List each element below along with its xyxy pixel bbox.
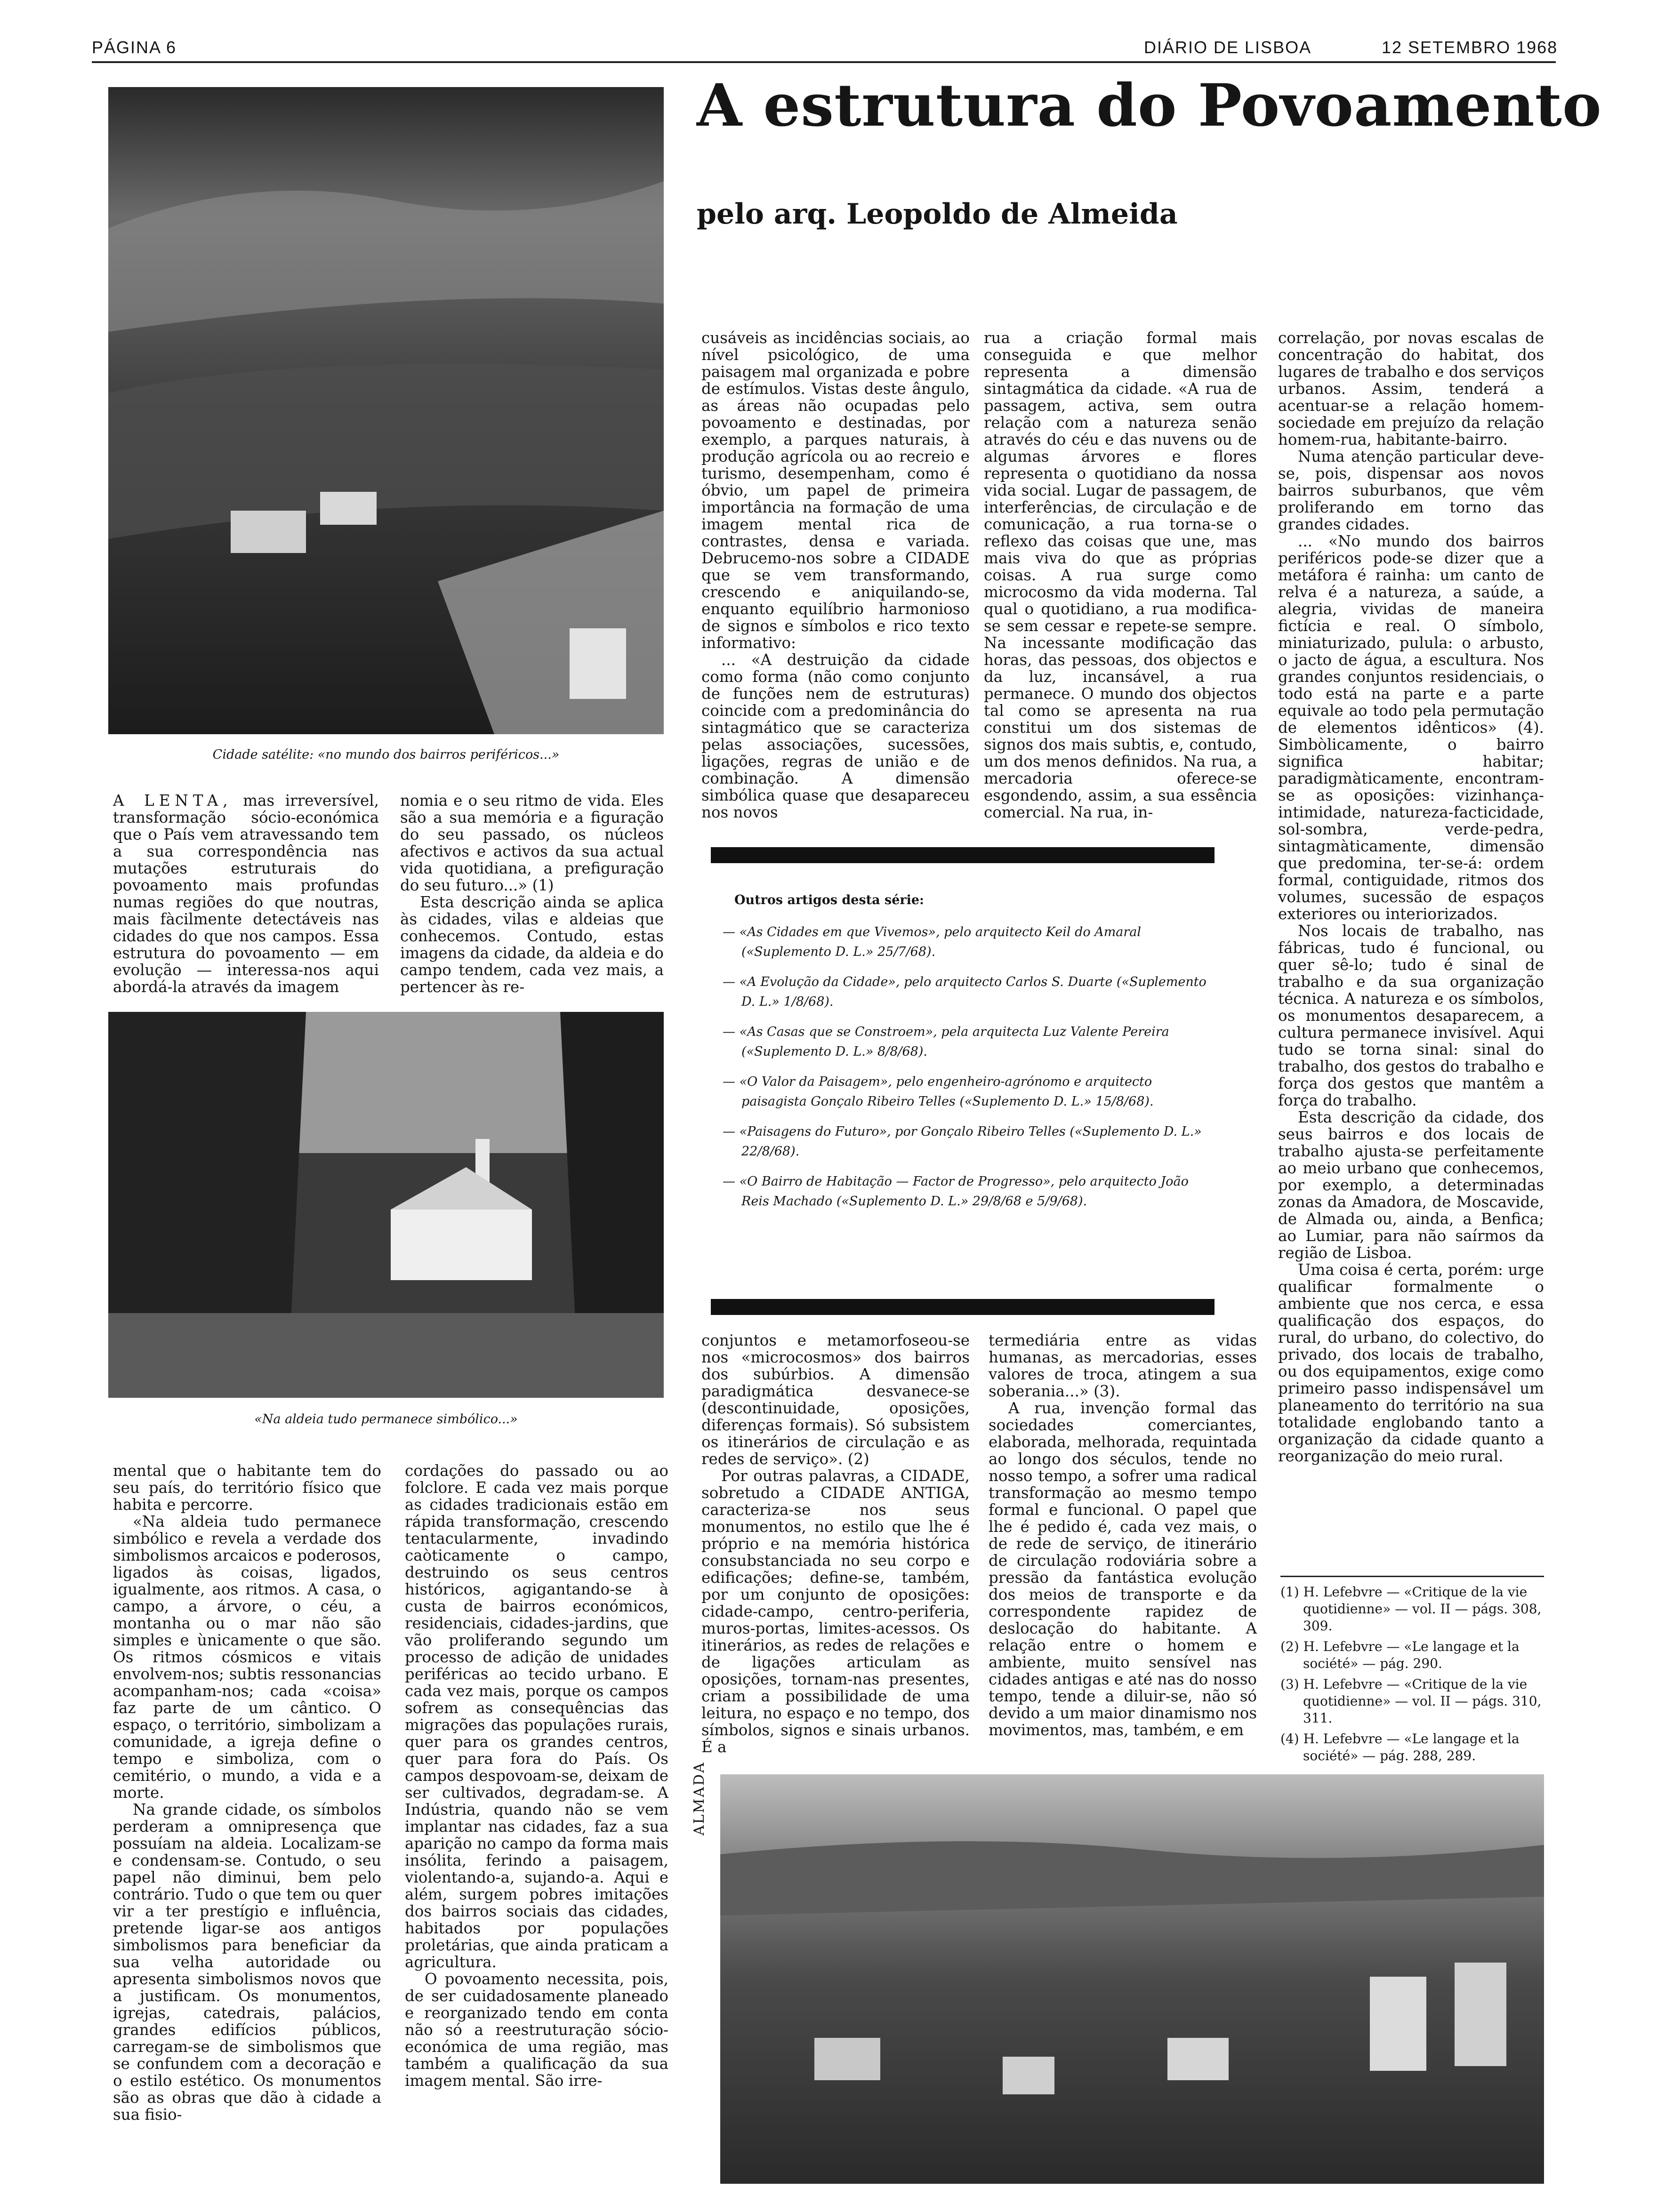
series-item: — «A Evolução da Cidade», pelo arquitecto Carlos S. Duarte («Suplemento D. L.» 1/8/68). <box>723 975 1207 1009</box>
caption-village: «Na aldeia tudo permanece simbólico...» <box>254 1412 518 1427</box>
footnote: (1) H. Lefebvre — «Critique de la vie quotidienne» — vol. II — págs. 308, 309. <box>1280 1584 1542 1634</box>
paragraph: cusáveis as incidências sociais, ao nível psicológico, de uma paisagem mal organizada e pobre de estímulos. Vistas deste ângulo, as áreas não ocupadas pelo povoamento e destinadas, por exemplo, a parques naturais, à produção agrícola ou ao recreio e turismo, desempenham, como é óbvio, um papel de primeira importância na formação de uma imagem mental rica de contrastes, densa e variada. Debrucemo-nos sobre a CIDADE que se vem transformando, crescendo e aniquilando-se, enquanto equilíbrio harmonioso de signos e símbolos e rico texto informativo: <box>701 329 970 652</box>
footnote: (3) H. Lefebvre — «Critique de la vie quotidienne» — vol. II — págs. 310, 311. <box>1280 1676 1542 1726</box>
paragraph: Uma coisa é certa, porém: urge qualificar formalmente o ambiente que nos cerca, e essa qualificação dos espaços, do rural, do urbano, do colectivo, do privado, dos locais de trabalho, ou dos equipamentos, exige como primeiro passo indispensável um planeamento do território na sua totalidade englobando tanto a organização da cidade quanto a reorganização do meio rural. <box>1278 1261 1544 1465</box>
article-byline: pelo arq. Leopoldo de Almeida <box>697 198 1178 231</box>
page-number: PÁGINA 6 <box>92 38 177 57</box>
photo-almada <box>720 1774 1544 2184</box>
paragraph: ... «No mundo dos bairros periféricos pode-se dizer que a metáfora é rainha: um canto de relva é a natureza, a saúde, a alegria, vividas de maneira fictícia e real. O símbolo, miniaturizado, pulula: o arbusto, o jacto de água, a escultura. Nos grandes conjuntos residenciais, o todo está na parte e a parte equivale ao todo pela permutação de elementos idênticos» (4). Simbòlicamente, o bairro significa habitar; paradigmàticamente, encontram-se as oposições: vizinhança-intimidade, natureza-facticidade, sol-sombra, verde-pedra, sintagmàticamente, dimensão que predomina, ter-se-á: ordem formal, contiguidade, ritmos dos volumes, sucessão de espaços exteriores ou interiorizados. <box>1278 532 1544 923</box>
series-top-bar <box>711 847 1215 863</box>
paragraph: termediária entre as vidas humanas, as mercadorias, esses valores de troca, atingem a sua soberania...» (3). <box>989 1331 1257 1400</box>
photo-satellite-city <box>108 87 664 734</box>
paragraph: Nos locais de trabalho, nas fábricas, tudo é funcional, ou quer sê-lo; tudo é sinal de trabalho e da sua organização técnica. A natureza e os símbolos, os monumentos desaparecem, a cultura permanece invisível. Aqui tudo se torna sinal: sinal do trabalho, dos gestos do trabalho e força dos gestos que mantêm a força do trabalho. <box>1278 922 1544 1109</box>
series-item: — «O Bairro de Habitação — Factor de Progresso», pelo arquitecto João Reis Machado («Suplemento D. L.» 29/8/68 e 5/9/68). <box>723 1174 1189 1209</box>
drop-lead: A LENTA, <box>113 792 233 809</box>
series-heading: Outros artigos desta série: <box>734 893 925 907</box>
paragraph: Na grande cidade, os símbolos perderam a omnipresença que possuíam na aldeia. Localizam-se e condensam-se. Contudo, o seu papel não diminui, bem pelo contrário. Tudo o que tem ou quer vir a ter prestígio e influência, pretende ligar-se aos antigos simbolismos para beneficiar da sua velha autoridade ou apresenta simbolismos novos que a justificam. Os monumentos, igrejas, catedrais, palácios, grandes edifícios públicos, carregam-se de simbolismos que se confundem com a decoração e o estilo estético. Os monumentos são as obras que dão à cidade a sua fisio- <box>113 1801 381 2124</box>
column-right <box>1278 329 1544 1465</box>
paragraph: Esta descrição da cidade, dos seus bairros e dos locais de trabalho ajusta-se perfeitamente ao meio urbano que conhecemos, por exemplo, a determinadas zonas da Amadora, de Moscavide, de Almada ou, ainda, a Benfica; ao Lumiar, para não saírmos da região de Lisboa. <box>1278 1108 1544 1262</box>
paragraph: Numa atenção particular deve-se, pois, dispensar aos novos bairros suburbanos, que vêm proliferando em torno das grandes cidades. <box>1278 448 1544 533</box>
paragraph: ... «A destruição da cidade como forma (não como conjunto de funções nem de estruturas) coincide com a predominância do sintagmático que se caracteriza pelas associações, sucessões, ligações, regras de união e de combinação. A dimensão simbólica quase que desapareceu nos novos <box>701 651 970 821</box>
series-item: — «As Casas que se Constroem», pela arquitecta Luz Valente Pereira («Suplemento D. L.» 8/8/68). <box>723 1025 1169 1059</box>
series-item: — «O Valor da Paisagem», pelo engenheiro-agrónomo e arquitecto paisagista Gonçalo Ribeiro Telles («Suplemento D. L.» 15/8/68). <box>723 1074 1154 1109</box>
paragraph: cordações do passado ou ao folclore. E cada vez mais porque as cidades tradicionais estão em rápida transformação, crescendo tentacularmente, invadindo caòticamente o campo, destruindo os seus centros históricos, agigantando-se à custa de bairros económicos, residenciais, cidades-jardins, que vão proliferando segundo um processo de adição de unidades periféricas ao tecido urbano. E cada vez mais, porque os campos sofrem as consequências das migrações das populações rurais, quer para os grandes centros, quer para fora do País. Os campos despovoam-se, deixam de ser cultivados, degradam-se. A Indústria, quando não se vem implantar nas cidades, faz a sua aparição no campo da forma mais insólita, ferindo a paisagem, violentando-a, sujando-a. Aqui e além, surgem pobres imitações dos bairros sociais das cidades, habitados por populações proletárias, que ainda praticam a agricultura. <box>405 1462 668 1971</box>
column-village-text <box>113 1462 381 2123</box>
series-list <box>723 922 1217 1222</box>
paragraph: rua a criação formal mais conseguida e que melhor representa a dimensão sintagmática da cidade. «A rua de passagem, activa, sem outra relação com a natureza senão através do céu e das nuvens ou de algumas árvores e flores representa o quotidiano da nossa vida social. Lugar de passagem, de interferências, de circulação e de comunicação, a rua torna-se o reflexo das coisas que une, mas mais viva do que as próprias coisas. A rua surge como microcosmo da vida moderna. Tal qual o quotidiano, a rua modifica-se sem cessar e repete-se sempre. Na incessante modificação das horas, das pessoas, dos objectos e da luz, incansável, a rua permanece. O mundo dos objectos tal como se apresenta na rua constitui um dos sistemas de signos dos mais subtis, e, contudo, um dos menos definidos. Na rua, a mercadoria oferece-se esgondendo, assim, a sua essência comercial. Na rua, in- <box>984 329 1257 821</box>
paragraph: «Na aldeia tudo permanece simbólico e revela a verdade dos simbolismos arcaicos e poderosos, ligados às coisas, ligados, igualmente, aos ritmos. A casa, o campo, a árvore, o céu, a montanha ou o mar não são simples e ùnicamente o que são. Os ritmos cósmicos e vitais envolvem-nos; subtis ressonancias acompanham-nos; cada «coisa» faz parte de um cântico. O espaço, o território, simbolizam a comunidade, a igreja define o tempo e simboliza, com o cemitério, o mundo, a vida e a morte. <box>113 1513 381 1802</box>
footnote: (4) H. Lefebvre — «Le langage et la société» — pág. 288, 289. <box>1280 1731 1520 1763</box>
column-intro-left <box>113 792 379 995</box>
newspaper-name: DIÁRIO DE LISBOA <box>1144 38 1312 57</box>
header-rule <box>92 61 1556 63</box>
issue-date: 12 SETEMBRO 1968 <box>1382 38 1558 57</box>
caption-satellite-city: Cidade satélite: «no mundo dos bairros periféricos...» <box>212 747 560 762</box>
paragraph: A rua, invenção formal das sociedades comerciantes, elaborada, melhorada, requintada ao longo dos séculos, tende no nosso tempo, a sofrer uma radical transformação ao mesmo tempo formal e funcional. O papel que lhe é pedido é, cada vez mais, o de rede de serviço, de itinerário de circulação rodoviária sobre a pressão da fantástica evolução dos meios de transporte e da correspondente rapidez de deslocação do habitante. A relação entre o homem e ambiente, muito sensível nas cidades antigas e até nas do nosso tempo, tende a diluir-se, não só devido a um maior dinamismo nos movimentos, mas, também, e em <box>989 1399 1257 1739</box>
almada-label: ALMADA <box>691 1761 708 1835</box>
series-item: — «As Cidades em que Vivemos», pelo arquitecto Keil do Amaral («Suplemento D. L.» 25/7/68). <box>723 925 1142 959</box>
series-bottom-bar <box>711 1299 1215 1315</box>
paragraph: mental que o habitante tem do seu país, do território físico que habita e percorre. <box>113 1462 381 1514</box>
article-title: A estrutura do Povoamento <box>697 72 1602 140</box>
footnote: (2) H. Lefebvre — «Le langage et la société» — pág. 290. <box>1280 1639 1520 1671</box>
footnotes <box>1280 1584 1544 1768</box>
column-middle-1 <box>701 329 970 821</box>
paragraph: Por outras palavras, a CIDADE, sobretudo a CIDADE ANTIGA, caracteriza-se nos seus monumentos, no estilo que lhe é próprio e na memória histórica consubstanciada no seu corpo e edificações; define-se, também, por um conjunto de oposições: cidade-campo, centro-periferia, muros-portas, limites-acessos. Os itinerários, as redes de relações e de ligações articulam as oposições, tornam-nas presentes, criam a possibilidade de uma leitura, no espaço e no tempo, dos símbolos, signos e sinais urbanos. É a <box>701 1467 970 1756</box>
paragraph: mas irreversível, transformação sócio-económica que o País vem atravessando tem a sua correspondência nas mutações estruturais do povoamento mais profundas numas regiões do que noutras, mais fàcilmente detectáveis nas cidades do que nos campos. Essa estrutura do povoamento — em evolução — interessa-nos aqui abordá-la através da imagem <box>113 792 379 996</box>
column-middle-2 <box>984 329 1257 821</box>
paragraph: correlação, por novas escalas de concentração do habitat, dos lugares de trabalho e dos serviços urbanos. Assim, tenderá a acentuar-se a relação homem-sociedade em prejuízo da relação homem-rua, habitante-bairro. <box>1278 329 1544 449</box>
photo-village <box>108 1012 664 1398</box>
notes-rule <box>1280 1576 1544 1577</box>
paragraph: O povoamento necessita, pois, de ser cuidadosamente planeado e reorganizado tendo em conta não só a reestruturação sócio-económica de uma região, mas também a qualificação da sua imagem mental. São irre- <box>405 1970 668 2090</box>
paragraph: nomia e o seu ritmo de vida. Eles são a sua memória e a figuração do seu passado, os núcleos afectivos e activos da sua actual vida quotidiana, a prefiguração do seu futuro...» (1) <box>400 792 664 894</box>
series-item: — «Paisagens do Futuro», por Gonçalo Ribeiro Telles («Suplemento D. L.» 22/8/68). <box>723 1124 1202 1159</box>
column-middle-4 <box>989 1332 1257 1739</box>
column-middle-3 <box>701 1332 970 1755</box>
column-city-text <box>405 1462 668 2089</box>
column-intro-right <box>400 792 664 995</box>
paragraph: Esta descrição ainda se aplica às cidades, vilas e aldeias que conhecemos. Contudo, estas imagens da cidade, da aldeia e do campo tendem, cada vez mais, a pertencer às re- <box>400 893 664 996</box>
paragraph: conjuntos e metamorfoseou-se nos «microcosmos» dos bairros dos subúrbios. A dimensão paradigmática desvanece-se (descontinuidade, oposições, diferenças formais). Só subsistem os itinerários de circulação e as redes de serviço». (2) <box>701 1331 970 1468</box>
